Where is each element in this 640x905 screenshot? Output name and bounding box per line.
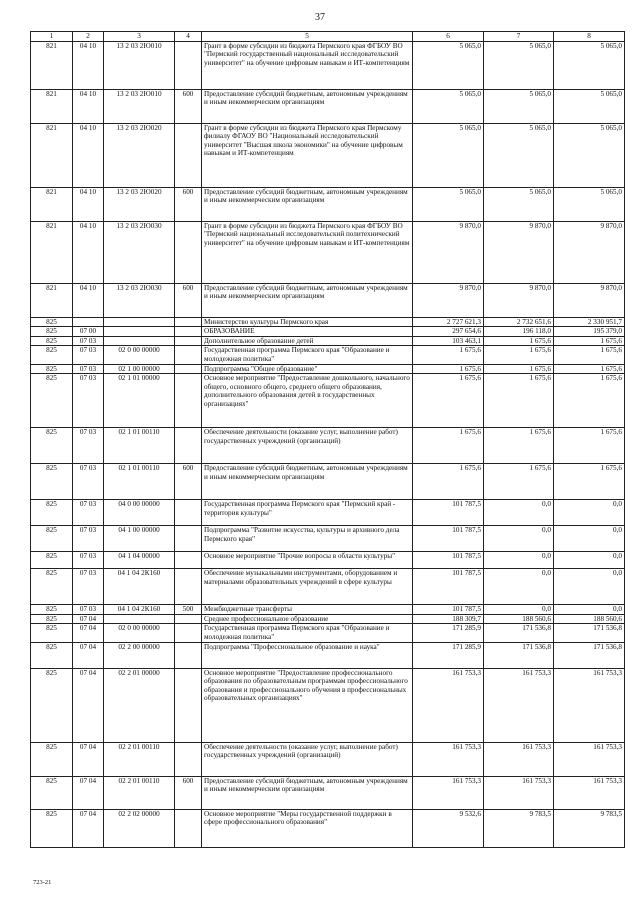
cell-c4 [175,327,202,337]
cell-c7: 9 783,5 [484,809,554,847]
cell-c8: 9 783,5 [554,809,625,847]
header-row [31,32,625,42]
cell-c7: 9 870,0 [484,283,554,317]
cell-c2: 04 10 [73,283,104,317]
cell-c6: 9 870,0 [413,283,484,317]
cell-c1: 825 [31,464,73,500]
cell-c8: 0,0 [554,552,625,569]
cell-c3: 02 1 00 00000 [104,364,175,374]
cell-c6: 1 675,6 [413,364,484,374]
cell-c5: Среднее профессиональное образование [202,614,413,624]
cell-c5: Межбюджетные трансферты [202,605,413,615]
cell-c1: 825 [31,428,73,464]
cell-c8: 1 675,6 [554,336,625,346]
cell-c7: 0,0 [484,500,554,526]
cell-c5: Основное мероприятие "Предоставление профессионального образования по образовательным программам профессионального образования и профессионального обучения в профессиональных образовательных организациях" [202,668,413,742]
cell-c2: 07 03 [73,428,104,464]
cell-c8: 0,0 [554,605,625,615]
cell-c2: 04 10 [73,41,104,89]
cell-c4 [175,742,202,776]
table-row [31,41,625,89]
table-row [31,346,625,364]
cell-c4 [175,428,202,464]
table-row [31,374,625,428]
cell-c2: 07 03 [73,569,104,605]
cell-c6: 101 787,5 [413,569,484,605]
cell-c8: 1 675,6 [554,464,625,500]
table-row [31,500,625,526]
cell-c4 [175,123,202,187]
header-col-1: 1 [31,32,73,42]
cell-c1: 821 [31,89,73,123]
cell-c3: 04 1 04 2К160 [104,569,175,605]
cell-c5: Предоставление субсидий бюджетным, автономным учреждениям и иным некоммерческим организациям [202,283,413,317]
cell-c5: Государственная программа Пермского края "Образование и молодежная политика" [202,624,413,642]
cell-c6: 101 787,5 [413,500,484,526]
cell-c7: 1 675,6 [484,464,554,500]
table-row [31,668,625,742]
cell-c6: 171 285,9 [413,624,484,642]
cell-c1: 825 [31,336,73,346]
cell-c4 [175,221,202,283]
cell-c1: 825 [31,569,73,605]
cell-c1: 821 [31,283,73,317]
cell-c8: 9 870,0 [554,221,625,283]
cell-c3: 13 2 03 2Ю010 [104,41,175,89]
cell-c2: 07 00 [73,327,104,337]
cell-c2: 07 04 [73,624,104,642]
table-row [31,776,625,809]
cell-c5: Обеспечение музыкальными инструментами, оборудованием и материалами образовательных учреждений в сфере культуры [202,569,413,605]
cell-c7: 161 753,3 [484,742,554,776]
cell-c5: Подпрограмма "Профессиональное образование и наука" [202,642,413,668]
table-row [31,336,625,346]
cell-c3 [104,614,175,624]
cell-c2 [73,317,104,327]
cell-c6: 9 870,0 [413,221,484,283]
cell-c6: 1 675,6 [413,374,484,428]
cell-c5: Министерство культуры Пермского края [202,317,413,327]
cell-c3: 04 1 00 00000 [104,526,175,552]
cell-c3: 02 2 00 00000 [104,642,175,668]
cell-c2: 07 03 [73,552,104,569]
cell-c2: 07 04 [73,776,104,809]
cell-c5: Грант в форме субсидии из бюджета Пермского края ФГБОУ ВО "Пермский государственный национальный исследовательский университет" на обучение цифровым навыкам и ИТ-компетенциям [202,41,413,89]
cell-c6: 9 532,6 [413,809,484,847]
cell-c2: 04 10 [73,187,104,221]
header-col-3: 3 [104,32,175,42]
cell-c6: 161 753,3 [413,776,484,809]
cell-c3: 02 1 01 00110 [104,464,175,500]
cell-c6: 161 753,3 [413,668,484,742]
cell-c5: Подпрограмма "Развитие искусства, культуры и архивного дела Пермского края" [202,526,413,552]
cell-c7: 161 753,3 [484,776,554,809]
cell-c6: 5 065,0 [413,187,484,221]
cell-c8: 161 753,3 [554,776,625,809]
cell-c1: 825 [31,346,73,364]
cell-c6: 2 727 621,3 [413,317,484,327]
cell-c1: 825 [31,552,73,569]
cell-c5: Основное мероприятие "Предоставление дошкольного, начального общего, основного общего, среднего общего образования, дополнительного образования детей в государственных организациях" [202,374,413,428]
cell-c3: 02 0 00 00000 [104,624,175,642]
table-row [31,605,625,615]
cell-c7: 196 118,0 [484,327,554,337]
cell-c2: 07 03 [73,605,104,615]
cell-c7: 5 065,0 [484,41,554,89]
cell-c8: 0,0 [554,526,625,552]
cell-c3: 02 2 01 00000 [104,668,175,742]
cell-c6: 5 065,0 [413,89,484,123]
cell-c5: Обеспечение деятельности (оказание услуг, выполнение работ) государственных учреждений (организаций) [202,742,413,776]
cell-c4 [175,614,202,624]
cell-c2: 07 04 [73,642,104,668]
cell-c7: 1 675,6 [484,428,554,464]
cell-c3: 13 2 03 2Ю020 [104,187,175,221]
cell-c3: 04 1 04 00000 [104,552,175,569]
cell-c1: 825 [31,500,73,526]
cell-c1: 821 [31,221,73,283]
cell-c7: 188 560,6 [484,614,554,624]
cell-c5: Предоставление субсидий бюджетным, автономным учреждениям и иным некоммерческим организациям [202,187,413,221]
cell-c2: 07 03 [73,526,104,552]
cell-c5: Предоставление субсидий бюджетным, автономным учреждениям и иным некоммерческим организациям [202,464,413,500]
cell-c1: 825 [31,327,73,337]
cell-c1: 825 [31,614,73,624]
cell-c6: 297 654,6 [413,327,484,337]
table-row [31,317,625,327]
header-col-8: 8 [554,32,625,42]
cell-c3: 02 2 01 00110 [104,776,175,809]
cell-c3: 13 2 03 2Ю010 [104,89,175,123]
cell-c2: 07 04 [73,809,104,847]
cell-c8: 1 675,6 [554,364,625,374]
cell-c1: 821 [31,187,73,221]
cell-c8: 171 536,8 [554,642,625,668]
cell-c1: 825 [31,374,73,428]
cell-c4 [175,317,202,327]
header-col-2: 2 [73,32,104,42]
cell-c3: 02 2 02 00000 [104,809,175,847]
cell-c1: 825 [31,317,73,327]
cell-c8: 5 065,0 [554,41,625,89]
cell-c2: 07 03 [73,336,104,346]
cell-c2: 07 03 [73,374,104,428]
cell-c8: 5 065,0 [554,187,625,221]
cell-c1: 825 [31,526,73,552]
cell-c3: 04 1 04 2К160 [104,605,175,615]
table-row [31,327,625,337]
header-col-7: 7 [484,32,554,42]
cell-c5: Предоставление субсидий бюджетным, автономным учреждениям и иным некоммерческим организациям [202,776,413,809]
cell-c4 [175,526,202,552]
cell-c3: 13 2 03 2Ю030 [104,221,175,283]
cell-c7: 5 065,0 [484,89,554,123]
cell-c2: 07 03 [73,346,104,364]
cell-c6: 101 787,5 [413,526,484,552]
table-row [31,464,625,500]
table-row [31,221,625,283]
cell-c4 [175,346,202,364]
cell-c4 [175,500,202,526]
cell-c5: Государственная программа Пермского края "Пермский край - территория культуры" [202,500,413,526]
cell-c1: 825 [31,605,73,615]
cell-c2: 07 04 [73,742,104,776]
cell-c5: Государственная программа Пермского края "Образование и молодежная политика" [202,346,413,364]
table-row [31,742,625,776]
cell-c6: 161 753,3 [413,742,484,776]
cell-c2: 07 04 [73,614,104,624]
budget-table [30,31,625,848]
cell-c7: 2 732 651,6 [484,317,554,327]
cell-c6: 101 787,5 [413,552,484,569]
table-row [31,809,625,847]
cell-c5: Подпрограмма "Общее образование" [202,364,413,374]
cell-c1: 825 [31,624,73,642]
cell-c8: 161 753,3 [554,668,625,742]
cell-c1: 825 [31,364,73,374]
cell-c2: 04 10 [73,221,104,283]
cell-c3: 13 2 03 2Ю030 [104,283,175,317]
cell-c8: 0,0 [554,500,625,526]
cell-c2: 07 03 [73,364,104,374]
header-col-5: 5 [202,32,413,42]
cell-c5: ОБРАЗОВАНИЕ [202,327,413,337]
cell-c3 [104,336,175,346]
cell-c4: 600 [175,776,202,809]
cell-c8: 188 560,6 [554,614,625,624]
cell-c8: 1 675,6 [554,428,625,464]
cell-c3 [104,317,175,327]
cell-c1: 825 [31,642,73,668]
cell-c2: 07 04 [73,668,104,742]
cell-c4 [175,642,202,668]
table-row [31,614,625,624]
cell-c4 [175,569,202,605]
cell-c4 [175,668,202,742]
cell-c1: 825 [31,809,73,847]
cell-c4 [175,374,202,428]
cell-c1: 821 [31,123,73,187]
cell-c2: 07 03 [73,500,104,526]
cell-c5: Грант в форме субсидии из бюджета Пермского края Пермскому филиалу ФГАОУ ВО "Национальный исследовательский университет "Высшая школа экономики" на обучение цифровым навыкам и ИТ-компетенциям [202,123,413,187]
cell-c8: 171 536,8 [554,624,625,642]
cell-c1: 825 [31,776,73,809]
cell-c7: 171 536,8 [484,642,554,668]
cell-c4 [175,552,202,569]
cell-c8: 1 675,6 [554,374,625,428]
cell-c5: Обеспечение деятельности (оказание услуг, выполнение работ) государственных учреждений (организаций) [202,428,413,464]
cell-c3: 02 0 00 00000 [104,346,175,364]
cell-c7: 5 065,0 [484,123,554,187]
cell-c7: 9 870,0 [484,221,554,283]
cell-c7: 171 536,8 [484,624,554,642]
table-row [31,428,625,464]
cell-c6: 1 675,6 [413,464,484,500]
cell-c4 [175,624,202,642]
cell-c6: 1 675,6 [413,428,484,464]
cell-c1: 821 [31,41,73,89]
cell-c4 [175,364,202,374]
cell-c7: 0,0 [484,569,554,605]
table-row [31,526,625,552]
cell-c5: Предоставление субсидий бюджетным, автономным учреждениям и иным некоммерческим организациям [202,89,413,123]
cell-c7: 1 675,6 [484,364,554,374]
cell-c6: 1 675,6 [413,346,484,364]
cell-c5: Основное мероприятие "Меры государственной поддержки в сфере профессионального образования" [202,809,413,847]
cell-c3: 02 1 01 00110 [104,428,175,464]
cell-c4 [175,809,202,847]
table-row [31,123,625,187]
cell-c2: 04 10 [73,123,104,187]
cell-c1: 825 [31,668,73,742]
cell-c2: 04 10 [73,89,104,123]
cell-c7: 0,0 [484,526,554,552]
cell-c8: 1 675,6 [554,346,625,364]
cell-c4: 500 [175,605,202,615]
cell-c4: 600 [175,89,202,123]
cell-c4: 600 [175,464,202,500]
cell-c4: 600 [175,283,202,317]
cell-c1: 825 [31,742,73,776]
cell-c4: 600 [175,187,202,221]
table-row [31,624,625,642]
page-number: 37 [315,12,325,23]
cell-c4 [175,336,202,346]
cell-c6: 188 309,7 [413,614,484,624]
cell-c5: Дополнительное образование детей [202,336,413,346]
table-row [31,569,625,605]
header-col-6: 6 [413,32,484,42]
header-col-4: 4 [175,32,202,42]
cell-c3: 02 1 01 00000 [104,374,175,428]
table-row [31,552,625,569]
cell-c3: 13 2 03 2Ю020 [104,123,175,187]
cell-c4 [175,41,202,89]
cell-c3: 02 2 01 00110 [104,742,175,776]
cell-c8: 161 753,3 [554,742,625,776]
cell-c7: 1 675,6 [484,346,554,364]
cell-c7: 0,0 [484,605,554,615]
cell-c7: 1 675,6 [484,374,554,428]
cell-c5: Грант в форме субсидии из бюджета Пермского края ФГБОУ ВО "Пермский национальный исследовательский политехнический университет" на обучение цифровым навыкам и ИТ-компетенциям [202,221,413,283]
cell-c6: 5 065,0 [413,41,484,89]
table-row [31,364,625,374]
table-row [31,642,625,668]
cell-c7: 161 753,3 [484,668,554,742]
footer-code: 723-21 [33,879,52,886]
cell-c6: 101 787,5 [413,605,484,615]
table-row [31,89,625,123]
cell-c2: 07 03 [73,464,104,500]
cell-c3 [104,327,175,337]
table-row [31,283,625,317]
cell-c6: 103 463,1 [413,336,484,346]
cell-c8: 5 065,0 [554,123,625,187]
cell-c5: Основное мероприятие "Прочие вопросы в области культуры" [202,552,413,569]
cell-c6: 5 065,0 [413,123,484,187]
cell-c6: 171 285,9 [413,642,484,668]
cell-c3: 04 0 00 00000 [104,500,175,526]
cell-c8: 2 330 951,7 [554,317,625,327]
cell-c8: 0,0 [554,569,625,605]
cell-c8: 9 870,0 [554,283,625,317]
cell-c8: 5 065,0 [554,89,625,123]
table-row [31,187,625,221]
cell-c7: 5 065,0 [484,187,554,221]
cell-c7: 1 675,6 [484,336,554,346]
cell-c8: 195 379,0 [554,327,625,337]
cell-c7: 0,0 [484,552,554,569]
